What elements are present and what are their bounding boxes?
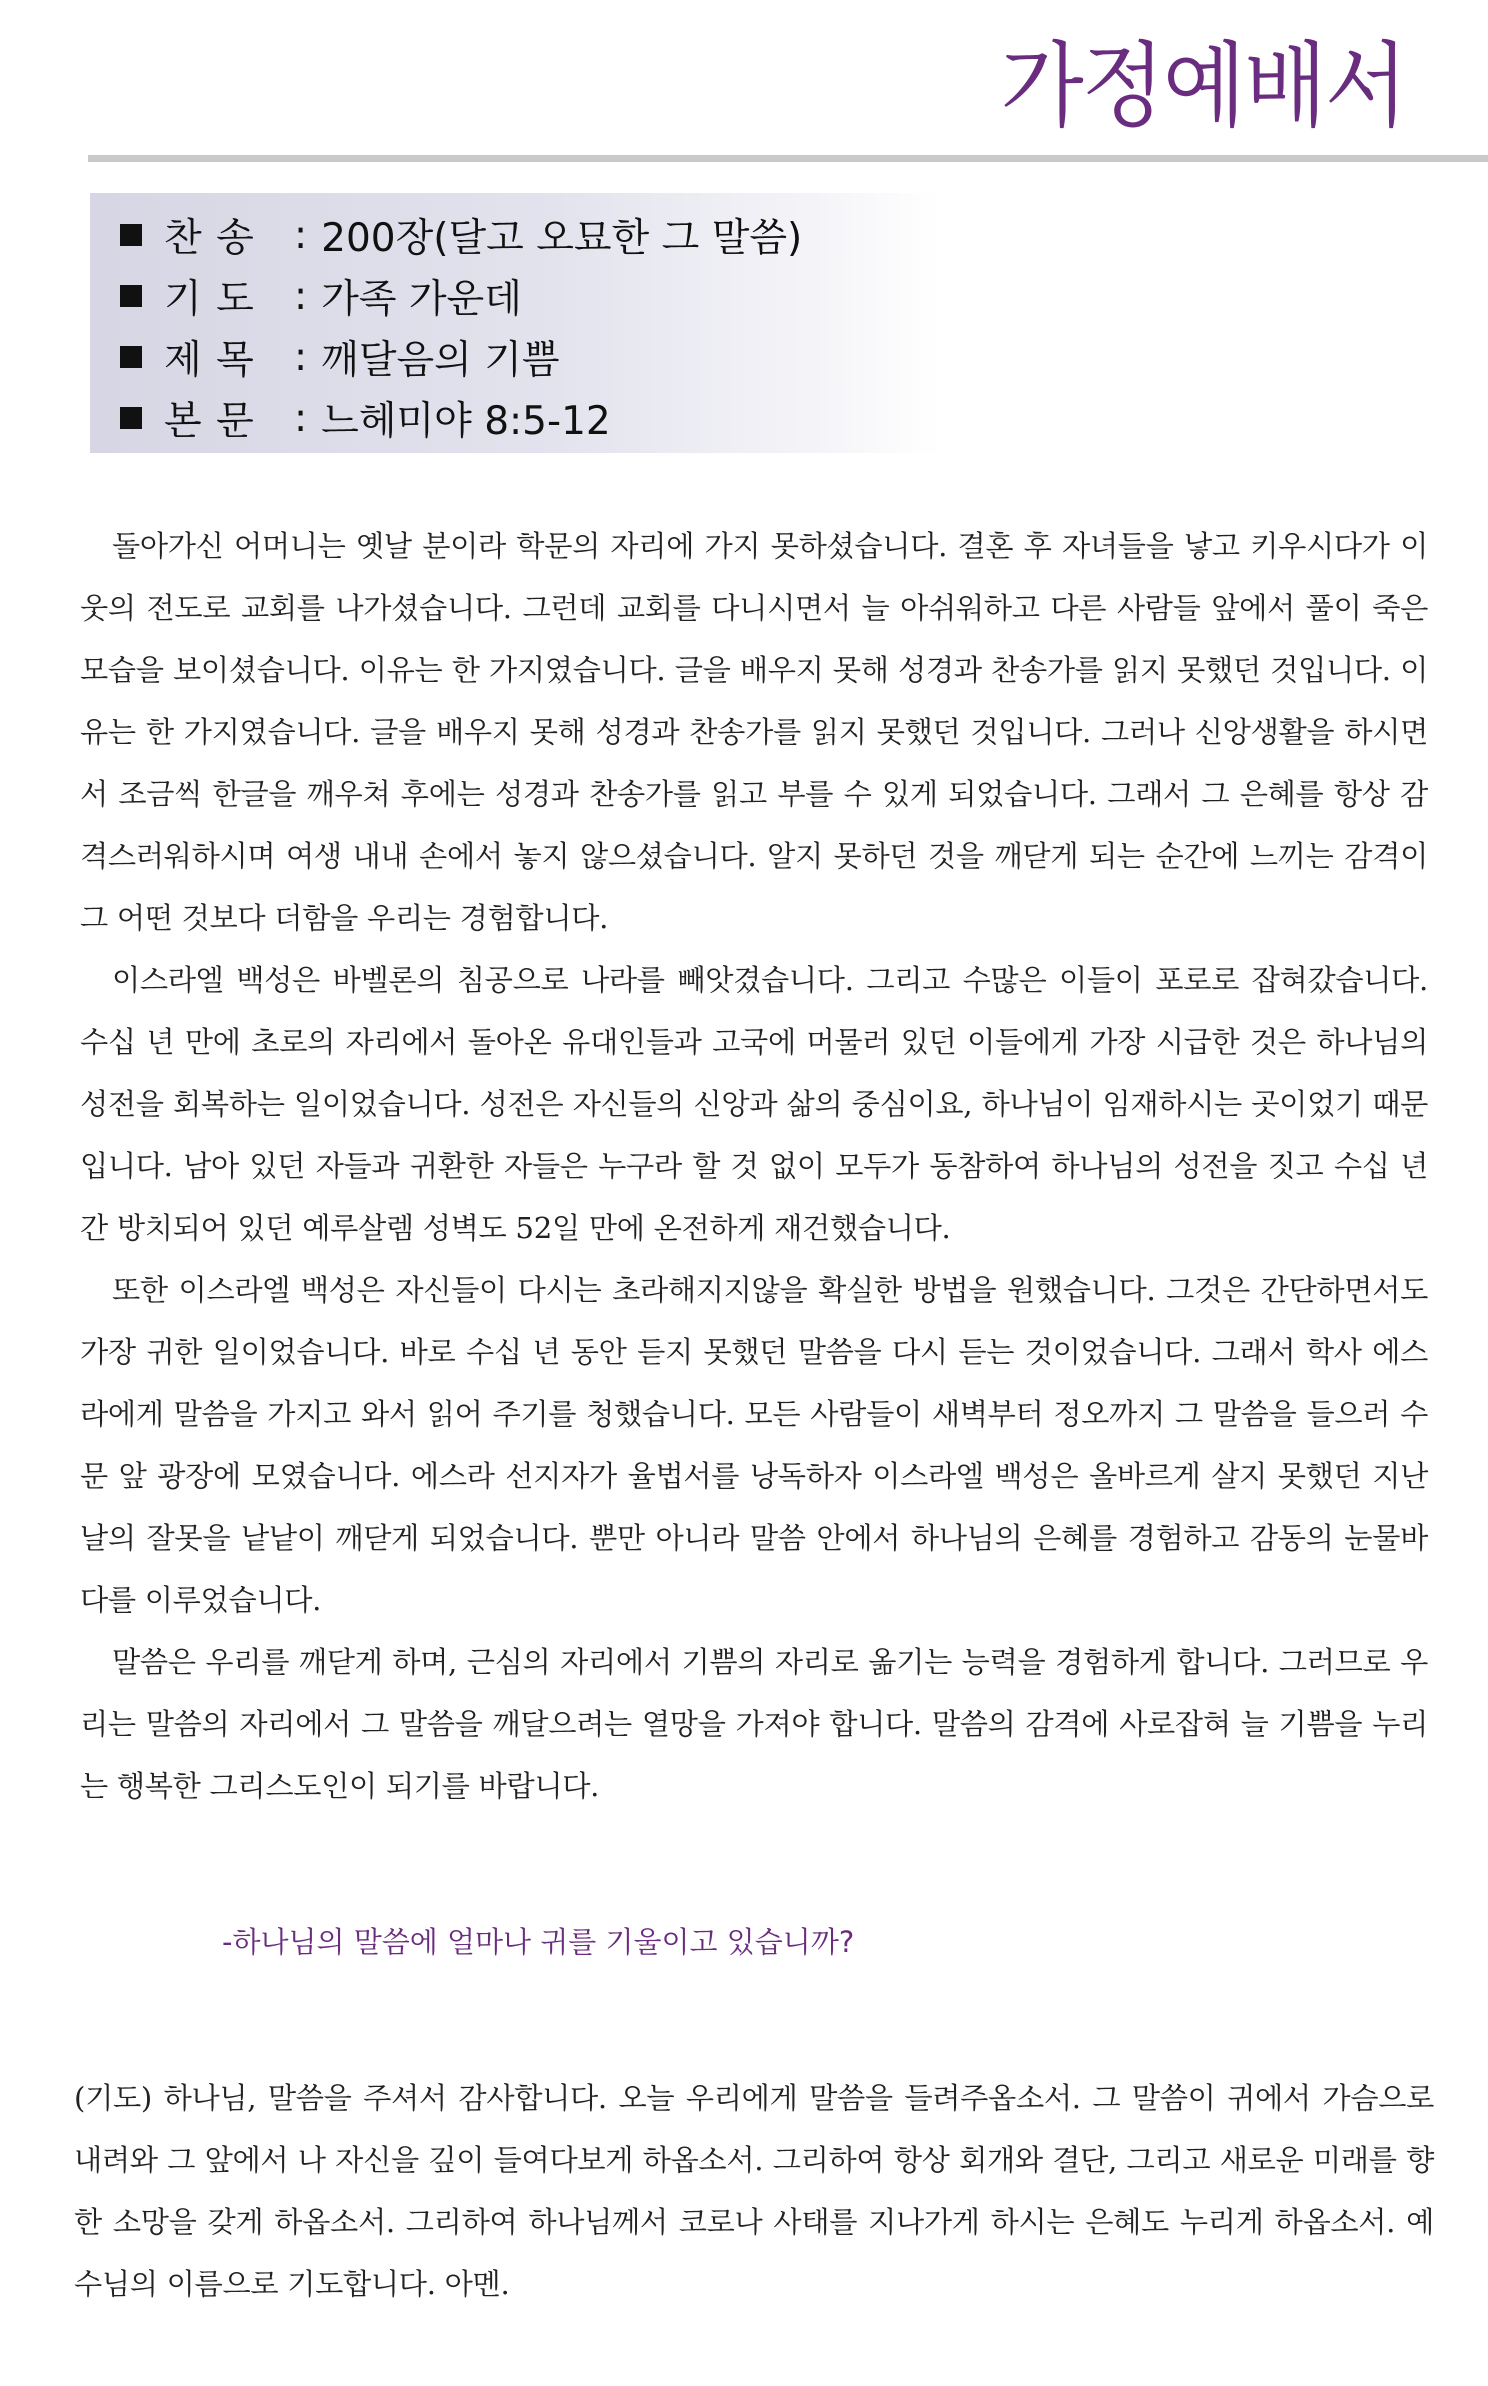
info-row-hymn — [120, 207, 802, 263]
info-row-prayer — [120, 268, 522, 324]
info-separator: : — [294, 334, 308, 380]
body-paragraph: 돌아가신 어머니는 옛날 분이라 학문의 자리에 가지 못하셨습니다. 결혼 후 자녀들을 낳고 키우시다가 이웃의 전도로 교회를 나가셨습니다. 그런데 교회를 다니시면서 늘 아쉬워하고 다른 사람들 앞에서 풀이 죽은 모습을 보이셨습니다. 이유는 한 가지였습니다. 글을 배우지 못해 성경과 찬송가를 읽지 못했던 것입니다. 이유는 한 가지였습니다. 글을 배우지 못해 성경과 찬송가를 읽지 못했던 것입니다. 그러나 신앙생활을 하시면서 조금씩 한글을 깨우쳐 후에는 성경과 찬송가를 읽고 부를 수 있게 되었습니다. 그래서 그 은혜를 항상 감격스러워하시며 여생 내내 손에서 놓지 않으셨습니다. 알지 못하던 것을 깨닫게 되는 순간에 느끼는 감격이 그 어떤 것보다 더함을 우리는 경험합니다. — [80, 529, 1428, 935]
info-value: 느헤미야 8:5-12 — [321, 399, 611, 444]
info-value: 깨달음의 기쁨 — [321, 338, 560, 383]
closing-prayer: (기도) 하나님, 말씀을 주셔서 감사합니다. 오늘 우리에게 말씀을 들려주옵소서. 그 말씀이 귀에서 가슴으로 내려와 그 앞에서 나 자신을 깊이 들여다보게 하옵소서. 그리하여 항상 회개와 결단, 그리고 새로운 미래를 향한 소망을 갖게 하옵소서. 그리하여 하나님께서 코로나 사태를 지나가게 하시는 은혜도 누리게 하옵소서. 예수님의 이름으로 기도합니다. 아멘. — [74, 2081, 1434, 2301]
square-bullet-icon — [120, 346, 142, 368]
info-separator: : — [294, 212, 308, 258]
info-label: 찬 송 — [164, 216, 255, 261]
body-paragraph: 이스라엘 백성은 바벨론의 침공으로 나라를 빼앗겼습니다. 그리고 수많은 이들이 포로로 잡혀갔습니다. 수십 년 만에 초로의 자리에서 돌아온 유대인들과 고국에 머물러 있던 이들에게 가장 시급한 것은 하나님의 성전을 회복하는 일이었습니다. 성전은 자신들의 신앙과 삶의 중심이요, 하나님이 임재하시는 곳이었기 때문입니다. 남아 있던 자들과 귀환한 자들은 누구라 할 것 없이 모두가 동참하여 하나님의 성전을 짓고 수십 년간 방치되어 있던 예루살렘 성벽도 52일 만에 온전하게 재건했습니다. — [80, 963, 1428, 1245]
square-bullet-icon — [120, 407, 142, 429]
info-row-title — [120, 329, 560, 385]
reflection-question: -하나님의 말씀에 얼마나 귀를 기울이고 있습니까? — [222, 1925, 855, 1959]
page-title: 가정예배서 — [1000, 32, 1406, 141]
service-info-box — [90, 193, 940, 453]
square-bullet-icon — [120, 224, 142, 246]
info-separator: : — [294, 395, 308, 441]
info-label: 제 목 — [164, 338, 255, 383]
info-value: 가족 가운데 — [321, 277, 522, 322]
info-row-scripture — [120, 390, 611, 446]
body-paragraph: 또한 이스라엘 백성은 자신들이 다시는 초라해지지않을 확실한 방법을 원했습니다. 그것은 간단하면서도 가장 귀한 일이었습니다. 바로 수십 년 동안 듣지 못했던 말씀을 다시 듣는 것이었습니다. 그래서 학사 에스라에게 말씀을 가지고 와서 읽어 주기를 청했습니다. 모든 사람들이 새벽부터 정오까지 그 말씀을 들으러 수문 앞 광장에 모였습니다. 에스라 선지자가 율법서를 낭독하자 이스라엘 백성은 올바르게 살지 못했던 지난날의 잘못을 낱낱이 깨닫게 되었습니다. 뿐만 아니라 말씀 안에서 하나님의 은혜를 경험하고 감동의 눈물바다를 이루었습니다. — [80, 1273, 1428, 1617]
sermon-body — [80, 515, 1428, 1817]
header-divider — [88, 155, 1488, 162]
info-separator: : — [294, 273, 308, 319]
square-bullet-icon — [120, 285, 142, 307]
body-paragraph: 말씀은 우리를 깨닫게 하며, 근심의 자리에서 기쁨의 자리로 옮기는 능력을 경험하게 합니다. 그러므로 우리는 말씀의 자리에서 그 말씀을 깨달으려는 열망을 가져야 합니다. 말씀의 감격에 사로잡혀 늘 기쁨을 누리는 행복한 그리스도인이 되기를 바랍니다. — [80, 1645, 1428, 1803]
info-label: 기 도 — [164, 277, 255, 322]
info-label: 본 문 — [164, 399, 255, 444]
info-value: 200장(달고 오묘한 그 말씀) — [321, 216, 803, 261]
